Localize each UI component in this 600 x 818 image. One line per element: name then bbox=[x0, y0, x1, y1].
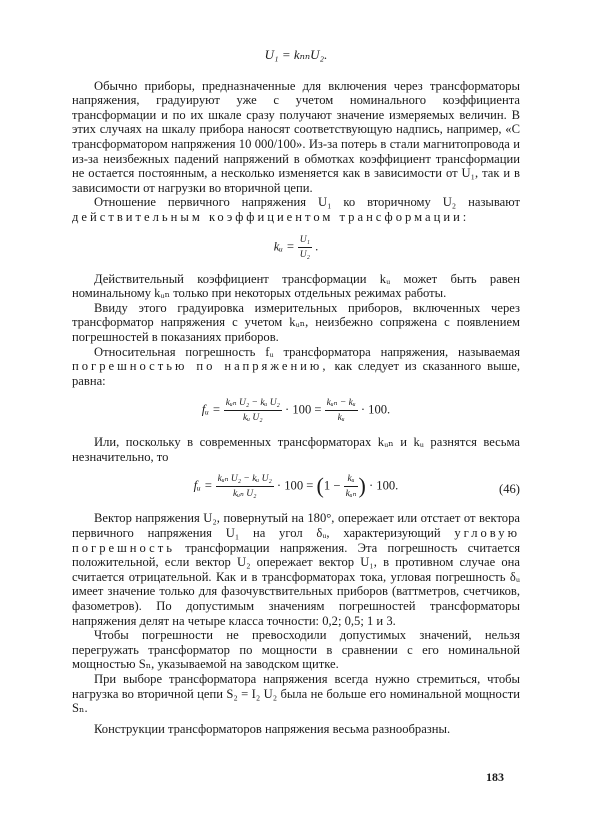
formula-ku bbox=[72, 233, 520, 262]
formula-f2-fraction-1 bbox=[216, 472, 274, 501]
formula-f2-lhs: fᵤ = bbox=[193, 478, 213, 493]
paragraph-8: Чтобы погрешности не превосходили допустимых значений, нельзя перегружать трансформатор по мощности в сравнении с его номинальной мощностью Sₙ, указываемой на заводском щитке. bbox=[72, 628, 520, 672]
paragraph-10: Конструкции трансформаторов напряжения весьма разнообразны. bbox=[94, 721, 451, 736]
formula-f2-num2: kᵤ bbox=[344, 472, 359, 487]
formula-f2-fraction-2 bbox=[344, 472, 359, 501]
formula-46 bbox=[72, 472, 520, 501]
formula-f1 bbox=[72, 396, 520, 425]
term-angle-error: угловую погрешность bbox=[72, 526, 520, 555]
formula-f1-num1: kᵤₙ U₂ − kᵤ U₂ bbox=[224, 396, 282, 411]
paragraph-2-start: Отношение первичного напряжения U₁ ко вторичному U₂ называют bbox=[94, 195, 520, 210]
paragraph-7 bbox=[72, 511, 520, 628]
paragraph-7-start: Вектор напряжения U₂, повернутый на 180°, опережает или отстает от вектора первичного напряжения U₁ на угол δᵤ, характеризующий bbox=[72, 511, 520, 541]
formula-f1-fraction-1 bbox=[224, 396, 282, 425]
paragraph-5-start: Относительная погрешность fᵤ трансформатора напряжения, называемая bbox=[94, 344, 520, 359]
formula-ku-fraction bbox=[298, 233, 312, 262]
term-actual-ratio: действительным коэффициентом трансформации: bbox=[72, 209, 470, 224]
formula-f1-den1: kᵤ U₂ bbox=[243, 413, 263, 424]
formula-f1-mid: · 100 = bbox=[285, 402, 322, 417]
paragraph-7-end: трансформации напряжения. Эта погрешность считается положительной, если вектор U₂ опережает вектор U₁, в противном случае она считается отрицательной. Как и в трансформаторах тока, угловая погрешность δᵤ имеет значение только для фазочувствительных приборов (ваттметров, счетчиков, фазометров). По допустимым значениям погрешностей трансформаторы напряжения делят на четыре класса точности: 0,2; 0,5; 1 и 3. bbox=[72, 540, 520, 628]
formula-f1-den2: kᵤ bbox=[337, 413, 345, 424]
page-number: 183 bbox=[486, 770, 504, 784]
equation-number: (46) bbox=[499, 482, 520, 497]
formula-top: U₁ = kₙₙU₂. bbox=[264, 47, 328, 62]
paragraph-6: Или, поскольку в современных трансформаторах kᵤₙ и kᵤ разнятся весьма незначительно, то bbox=[72, 435, 520, 464]
formula-ku-den: U₂ bbox=[299, 249, 310, 260]
formula-f2-mid: · 100 = bbox=[276, 478, 314, 493]
formula-f2-den2: kᵤₙ bbox=[345, 489, 357, 500]
formula-f1-num2: kᵤₙ − kᵤ bbox=[325, 396, 358, 411]
formula-f1-fraction-2 bbox=[325, 396, 358, 425]
formula-f1-lhs: fᵤ = bbox=[201, 402, 221, 417]
formula-f2-den1: kᵤₙ U₂ bbox=[233, 489, 257, 500]
term-voltage-error: погрешностью по напряжению, bbox=[72, 359, 329, 374]
paragraph-4: Ввиду этого градуировка измерительных приборов, включенных через трансформатор напряжения с учетом kᵤₙ, неизбежно сопряжена с появлением погрешностей в показаниях приборов. bbox=[72, 300, 520, 344]
formula-ku-end: . bbox=[315, 238, 319, 253]
open-paren: ( bbox=[316, 473, 324, 499]
paragraph-1: Обычно приборы, предназначенные для включения через трансформаторы напряжения, градуируют уже с учетом номинального коэффициента трансформации и по их шкале сразу получают значение измеряемых величин. В этих случаях на шкалу прибора наносят соответствующую надпись, например, «С трансформатором напряжения 10 000/100». Из-за потерь в стали магнитопровода и из-за неизбежных падений напряжений в обмотках коэффициент трансформации не остается постоянным, а несколько изменяется как в зависимости от U₁, так и в зависимости от нагрузки во вторичной цепи. bbox=[72, 78, 520, 195]
paragraph-3: Действительный коэффициент трансформации kᵤ может быть равен номинальному kᵤₙ только при некоторых отдельных режимах работы. bbox=[72, 271, 520, 301]
paragraph-5-end: как следует из сказанного выше, равна: bbox=[72, 359, 520, 388]
formula-ku-lhs: kᵤ = bbox=[273, 238, 295, 253]
formula-ku-num: U₁ bbox=[298, 233, 312, 248]
close-paren: ) bbox=[358, 473, 366, 499]
paragraph-9: При выборе трансформатора напряжения всегда нужно стремиться, чтобы нагрузка во вторичной цепи S₂ = I₂ U₂ была не больше его номинальной мощности Sₙ. bbox=[72, 672, 520, 716]
formula-f1-end: · 100. bbox=[360, 402, 391, 417]
paragraph-5 bbox=[72, 345, 520, 389]
paragraph-2 bbox=[72, 195, 520, 224]
formula-f2-one: 1 − bbox=[323, 478, 341, 493]
page-body bbox=[72, 48, 520, 736]
formula-f2-end: · 100. bbox=[368, 478, 399, 493]
formula-f2-num1: kᵤₙ U₂ − kᵤ U₂ bbox=[216, 472, 274, 487]
